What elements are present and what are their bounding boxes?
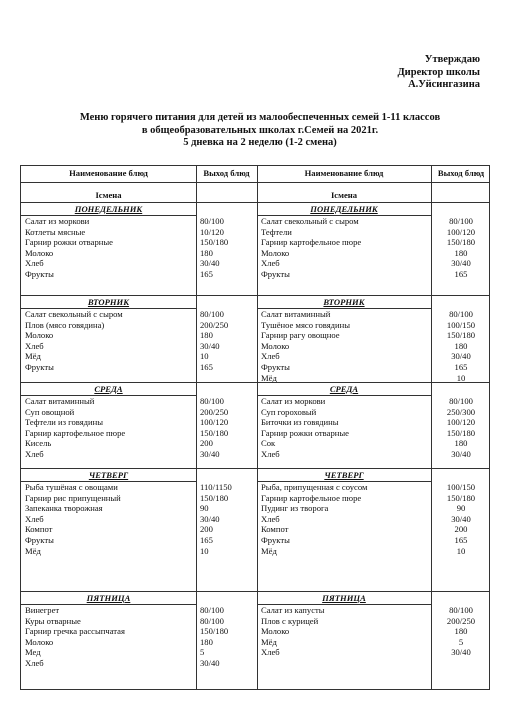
dish-name: Плов с курицей <box>261 615 319 626</box>
dish-name: Хлеб <box>25 340 44 351</box>
dish-yield: 80/100 <box>200 309 224 319</box>
dish-yield: 165 <box>200 269 213 279</box>
dish-name: Мёд <box>261 372 277 383</box>
dish-yield: 200/250 <box>200 406 229 417</box>
dish-yield: 80/100 <box>200 605 224 615</box>
menu-item <box>21 227 257 237</box>
menu-item <box>21 546 257 556</box>
menu-item <box>21 248 257 258</box>
menu-item <box>21 493 257 503</box>
dish-yield: 150/180 <box>446 330 476 341</box>
day-divider <box>21 382 489 383</box>
menu-item <box>21 482 257 492</box>
dish-name: Фрукты <box>25 269 54 279</box>
approval-line-3: А.Уйсингазина <box>408 79 480 90</box>
dish-yield: 200 <box>454 524 468 535</box>
header-dish-name: Наименование блюд <box>69 168 148 178</box>
header-divider <box>21 182 489 183</box>
day-label-right: ПОНЕДЕЛЬНИК <box>310 204 378 214</box>
category-right: Iсмена <box>330 190 358 200</box>
menu-item <box>257 546 491 556</box>
dish-name: Хлеб <box>25 258 44 269</box>
day-label-left: ПЯТНИЦА <box>86 593 131 603</box>
title-line-3: 5 дневка на 2 неделю (1-2 смена) <box>183 137 337 148</box>
dish-yield: 200 <box>200 438 213 449</box>
day-divider <box>21 295 489 296</box>
menu-item <box>21 407 257 417</box>
dish-yield: 80/100 <box>200 216 224 226</box>
dish-name: Хлеб <box>25 658 44 668</box>
dish-name: Фрукты <box>261 269 290 279</box>
day-divider <box>21 468 489 469</box>
dish-yield: 250/300 <box>446 406 476 417</box>
dish-yield: 200 <box>200 524 213 535</box>
dish-name: Биточки из говядины <box>261 417 339 428</box>
menu-item <box>257 407 491 417</box>
menu-item <box>21 616 257 626</box>
menu-item <box>257 341 491 351</box>
menu-item <box>21 330 257 340</box>
dish-name: Мёд <box>25 545 41 556</box>
dish-name: Мёд <box>261 545 277 556</box>
menu-item <box>21 449 257 459</box>
dish-name: Компот <box>25 524 53 535</box>
dish-yield: 30/40 <box>200 258 220 269</box>
dish-name: Котлеты мясные <box>25 226 86 237</box>
dish-name: Молоко <box>25 330 54 341</box>
day-label-right: ВТОРНИК <box>323 297 365 307</box>
day-label-left: СРЕДА <box>94 384 123 394</box>
menu-item <box>21 524 257 534</box>
approval-line-2: Директор школы <box>397 66 480 78</box>
dish-name: Тушёное мясо говядины <box>261 319 351 330</box>
approval-line-1: Утверждаю <box>424 54 480 65</box>
dish-name: Гарнир картофельное пюре <box>261 237 362 248</box>
dish-yield: 180 <box>200 330 213 341</box>
dish-yield: 80/100 <box>200 396 224 406</box>
day-label-left: ПОНЕДЕЛЬНИК <box>74 204 143 214</box>
menu-item <box>21 309 257 319</box>
menu-item <box>257 449 491 459</box>
menu-item <box>21 341 257 351</box>
menu-item <box>21 647 257 657</box>
menu-item <box>21 514 257 524</box>
menu-item <box>21 535 257 545</box>
menu-item <box>257 396 491 406</box>
menu-item <box>21 320 257 330</box>
day-label-right: СРЕДА <box>329 384 359 394</box>
header-yield: Выход блюд <box>437 168 485 178</box>
menu-item <box>257 216 491 226</box>
menu-item <box>21 503 257 513</box>
dish-yield: 150/180 <box>200 492 229 503</box>
dish-name: Салат витаминный <box>261 309 331 319</box>
dish-yield: 80/100 <box>449 396 473 406</box>
menu-item <box>257 626 491 636</box>
dish-name: Гарнир картофельное пюре <box>25 427 126 438</box>
dish-yield: 100/120 <box>446 226 476 237</box>
menu-item <box>21 605 257 615</box>
dish-name: Фрукты <box>25 535 54 545</box>
approval-block <box>320 54 480 92</box>
dish-name: Мёд <box>261 636 277 647</box>
menu-item <box>21 237 257 247</box>
dish-yield: 10 <box>456 372 466 383</box>
menu-item <box>257 428 491 438</box>
menu-item <box>257 258 491 268</box>
dish-yield: 10/120 <box>200 226 224 237</box>
dish-name: Молоко <box>261 247 290 258</box>
dish-yield: 180 <box>454 247 468 258</box>
dish-name: Хлеб <box>25 449 44 459</box>
dish-name: Хлеб <box>25 513 44 524</box>
menu-item <box>257 637 491 647</box>
menu-item <box>257 647 491 657</box>
dish-yield: 150/180 <box>200 626 229 637</box>
dish-yield: 150/180 <box>200 427 229 438</box>
dish-yield: 30/40 <box>200 513 220 524</box>
dish-yield: 200/250 <box>200 319 229 330</box>
dish-name: Фрукты <box>261 535 290 545</box>
dish-yield: 30/40 <box>451 647 471 658</box>
dish-name: Фрукты <box>261 362 290 372</box>
dish-name: Хлеб <box>261 351 280 362</box>
dish-yield: 5 <box>458 636 464 647</box>
dish-name: Салат из моркови <box>25 216 90 226</box>
dish-name: Кисель <box>25 438 52 449</box>
menu-item <box>21 258 257 268</box>
dish-name: Мед <box>25 647 41 658</box>
menu-item <box>257 616 491 626</box>
dish-yield: 80/100 <box>449 216 473 226</box>
dish-yield: 180 <box>200 247 213 258</box>
dish-yield: 180 <box>454 626 468 637</box>
dish-name: Запеканка творожная <box>25 503 103 514</box>
title-line-1: Меню горячего питания для детей из малообеспеченных семей 1-11 классов <box>79 112 441 123</box>
dish-name: Гарнир гречка рассыпчатая <box>25 626 125 637</box>
menu-item <box>21 351 257 361</box>
menu-item <box>257 227 491 237</box>
dish-yield: 100/150 <box>446 482 476 492</box>
dish-yield: 110/1150 <box>200 482 232 492</box>
dish-name: Гарнир рагу овощное <box>261 330 340 341</box>
dish-yield: 30/40 <box>451 513 471 524</box>
dish-name: Хлеб <box>261 647 280 658</box>
dish-name: Фрукты <box>25 362 54 372</box>
menu-item <box>257 351 491 361</box>
category-left: Iсмена <box>95 190 122 200</box>
dish-yield: 165 <box>454 535 468 545</box>
dish-name: Салат свекольный с сыром <box>25 309 123 319</box>
dish-name: Тефтели из говядины <box>25 417 104 428</box>
dish-name: Хлеб <box>261 258 280 269</box>
menu-item <box>257 330 491 340</box>
dish-name: Салат из моркови <box>261 396 326 406</box>
dish-yield: 30/40 <box>451 258 471 269</box>
menu-item <box>21 637 257 647</box>
dish-name: Винегрет <box>25 605 60 615</box>
document-title <box>40 112 480 150</box>
menu-item <box>257 605 491 615</box>
day-label-left: ВТОРНИК <box>87 297 130 307</box>
menu-item <box>257 524 491 534</box>
dish-yield: 165 <box>200 535 213 545</box>
menu-item <box>21 362 257 372</box>
category-divider <box>21 202 489 203</box>
dish-yield: 100/150 <box>446 319 476 330</box>
menu-item <box>21 269 257 279</box>
dish-yield: 150/180 <box>200 237 229 248</box>
header-yield: Выход блюд <box>203 168 250 178</box>
dish-yield: 200/250 <box>446 615 476 626</box>
day-label-right: ПЯТНИЦА <box>322 593 366 603</box>
menu-item <box>257 417 491 427</box>
menu-item <box>21 417 257 427</box>
dish-yield: 10 <box>456 545 466 556</box>
dish-yield: 180 <box>454 340 468 351</box>
dish-name: Молоко <box>261 340 290 351</box>
dish-name: Салат витаминный <box>25 396 95 406</box>
dish-name: Куры отварные <box>25 615 81 626</box>
dish-name: Молоко <box>25 247 54 258</box>
dish-name: Молоко <box>25 636 54 647</box>
dish-name: Салат свекольный с сыром <box>261 216 359 226</box>
dish-name: Мёд <box>25 351 41 362</box>
dish-name: Рыба, припущенная с соусом <box>261 482 368 492</box>
dish-yield: 165 <box>454 269 468 279</box>
dish-yield: 150/180 <box>446 492 476 503</box>
menu-item <box>257 309 491 319</box>
dish-name: Тефтели <box>261 226 292 237</box>
dish-name: Пудинг из творога <box>261 503 329 514</box>
menu-item <box>21 626 257 636</box>
dish-yield: 30/40 <box>200 449 220 459</box>
menu-item <box>257 237 491 247</box>
dish-name: Компот <box>261 524 289 535</box>
menu-item <box>257 438 491 448</box>
dish-yield: 80/100 <box>200 615 224 626</box>
dish-yield: 100/120 <box>200 417 229 428</box>
menu-item <box>257 514 491 524</box>
dish-name: Хлеб <box>261 513 280 524</box>
dish-name: Гарнир картофельное пюре <box>261 492 362 503</box>
dish-yield: 5 <box>200 647 205 658</box>
dish-name: Салат из капусты <box>261 605 325 615</box>
dish-yield: 90 <box>200 503 209 514</box>
menu-item <box>257 269 491 279</box>
menu-item <box>257 535 491 545</box>
dish-name: Плов (мясо говядина) <box>25 319 105 330</box>
dish-name: Хлеб <box>261 449 280 459</box>
menu-item <box>21 396 257 406</box>
menu-item <box>257 482 491 492</box>
menu-item <box>257 248 491 258</box>
dish-yield: 30/40 <box>200 340 220 351</box>
dish-yield: 10 <box>200 545 209 556</box>
day-label-left: ЧЕТВЕРГ <box>88 470 129 480</box>
dish-yield: 10 <box>200 351 209 362</box>
dish-yield: 165 <box>200 362 213 372</box>
dish-yield: 30/40 <box>451 351 471 362</box>
day-label-right: ЧЕТВЕРГ <box>324 470 364 480</box>
dish-yield: 180 <box>454 438 468 449</box>
menu-item <box>21 658 257 668</box>
dish-yield: 30/40 <box>200 658 220 668</box>
menu-item <box>21 438 257 448</box>
menu-item <box>257 503 491 513</box>
dish-yield: 165 <box>454 362 468 372</box>
dish-name: Сок <box>261 438 276 449</box>
dish-yield: 180 <box>200 636 213 647</box>
menu-item <box>257 320 491 330</box>
menu-table <box>20 165 490 690</box>
dish-yield: 80/100 <box>449 605 473 615</box>
dish-yield: 90 <box>456 503 466 514</box>
menu-item <box>257 493 491 503</box>
menu-item <box>21 216 257 226</box>
dish-name: Рыба тушёная с овощами <box>25 482 118 492</box>
dish-yield: 150/180 <box>446 237 476 248</box>
menu-item <box>257 362 491 372</box>
dish-name: Суп овощной <box>25 406 75 417</box>
dish-name: Суп гороховый <box>261 406 317 417</box>
dish-yield: 150/180 <box>446 427 476 438</box>
menu-item <box>21 428 257 438</box>
dish-name: Гарнир рожки отварные <box>25 237 113 248</box>
dish-yield: 80/100 <box>449 309 473 319</box>
day-divider <box>21 591 489 592</box>
header-dish-name: Наименование блюд <box>304 168 384 178</box>
dish-yield: 100/120 <box>446 417 476 428</box>
dish-yield: 30/40 <box>451 449 471 459</box>
dish-name: Гарнир рожки отварные <box>261 427 349 438</box>
title-line-2: в общеобразовательных школах г.Семей на 2021г. <box>141 124 379 136</box>
dish-name: Гарнир рис припущенный <box>25 492 121 503</box>
dish-name: Молоко <box>261 626 290 637</box>
